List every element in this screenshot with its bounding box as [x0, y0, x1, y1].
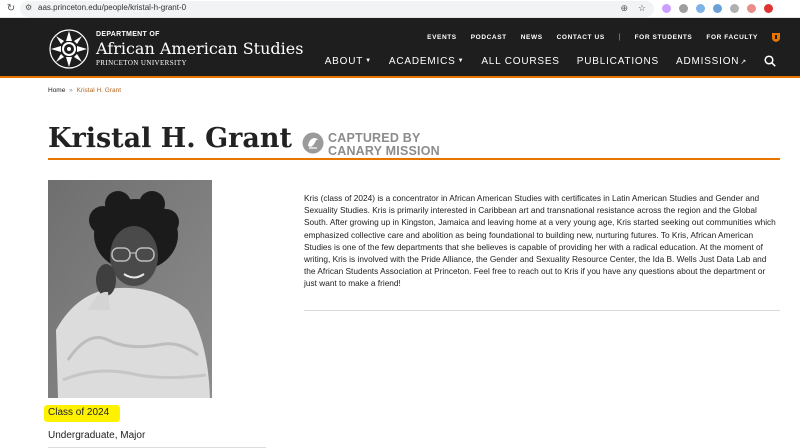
site-info-icon[interactable]: ⚙ [25, 3, 33, 12]
breadcrumb-home[interactable]: Home [48, 87, 66, 94]
util-link-faculty[interactable]: FOR FACULTY [706, 34, 758, 41]
site-header [0, 18, 800, 78]
url-text: aas.princeton.edu/people/kristal-h-grant-0 [38, 3, 187, 12]
search-icon[interactable] [764, 55, 776, 67]
browser-extension-icon[interactable] [730, 4, 739, 13]
utility-nav [427, 33, 780, 42]
logo-dept-name[interactable]: African American Studies [96, 39, 304, 58]
princeton-shield-icon[interactable] [772, 33, 780, 42]
browser-extension-icon[interactable] [764, 4, 773, 13]
breadcrumb-current: Kristal H. Grant [76, 87, 122, 94]
chevron-down-icon: ▼ [457, 57, 465, 64]
util-link-news[interactable]: NEWS [520, 34, 543, 41]
browser-extension-icon[interactable] [679, 4, 688, 13]
nav-publications[interactable]: PUBLICATIONS [576, 55, 659, 67]
reload-icon[interactable]: ↻ [6, 3, 16, 14]
title-divider [48, 158, 780, 160]
logo-university: PRINCETON UNIVERSITY [96, 59, 187, 67]
department-logo-icon[interactable] [48, 28, 90, 70]
nav-academics[interactable]: ACADEMICS ▼ [388, 55, 465, 67]
profile-photo [48, 180, 212, 398]
util-link-contact[interactable]: CONTACT US [556, 34, 605, 41]
util-link-events[interactable]: EVENTS [427, 34, 457, 41]
profile-role: Undergraduate, Major [48, 430, 146, 441]
nav-about[interactable]: ABOUT ▼ [324, 55, 372, 67]
breadcrumb-separator: » [69, 87, 73, 94]
browser-extension-icon[interactable] [696, 4, 705, 13]
bio-divider [304, 310, 780, 311]
main-nav [325, 55, 776, 67]
class-year: Class of 2024 [48, 407, 110, 418]
nav-admission[interactable]: ADMISSION↗ [676, 55, 747, 67]
browser-extension-icon[interactable] [662, 4, 671, 13]
page-title: Kristal H. Grant [48, 123, 292, 154]
overlay-captured-by: CAPTURED BY [328, 131, 421, 145]
nav-all-courses[interactable]: ALL COURSES [481, 55, 560, 67]
zoom-icon[interactable]: ⊕ [620, 3, 628, 13]
chevron-down-icon: ▼ [365, 57, 372, 64]
bookmark-star-icon[interactable]: ☆ [637, 3, 646, 13]
util-link-podcast[interactable]: PODCAST [470, 34, 507, 41]
external-link-icon: ↗ [740, 58, 747, 66]
browser-extension-icon[interactable] [747, 4, 756, 13]
util-divider: | [618, 34, 621, 41]
profile-bio: Kris (class of 2024) is a concentrator in African American Studies with certificates in Latin American Studies and Gender and Sexuality Studies. Kris is primarily interested in Caribbean art and transnational resistance across the region and the Global South. After growing up in Kingston, Jamaica and leaving home at a very young age, Kris started seeking out communities which emphasized collective care and abolition as being foundational to building new, nurturing futures. To Kris, African American Studies is one of the few departments that she believes is capable of providing her with a radical education. At the moment of writing, Kris is involved with the Pride Alliance, the Gender and Sexuality Resource Center, the Ida B. Wells Just Data Lab and the African Students Association at Princeton. Feel free to reach out to Kris if you have any questions about the department or just want to make a friend! [304, 193, 776, 289]
canary-mission-logo-icon [302, 132, 324, 154]
browser-extension-icon[interactable] [713, 4, 722, 13]
browser-toolbar [0, 0, 800, 18]
logo-dept-label: DEPARTMENT OF [96, 31, 160, 38]
breadcrumb [48, 87, 121, 94]
overlay-canary-mission: CANARY MISSION [328, 144, 440, 158]
address-bar[interactable] [20, 1, 654, 17]
util-link-students[interactable]: FOR STUDENTS [634, 34, 693, 41]
